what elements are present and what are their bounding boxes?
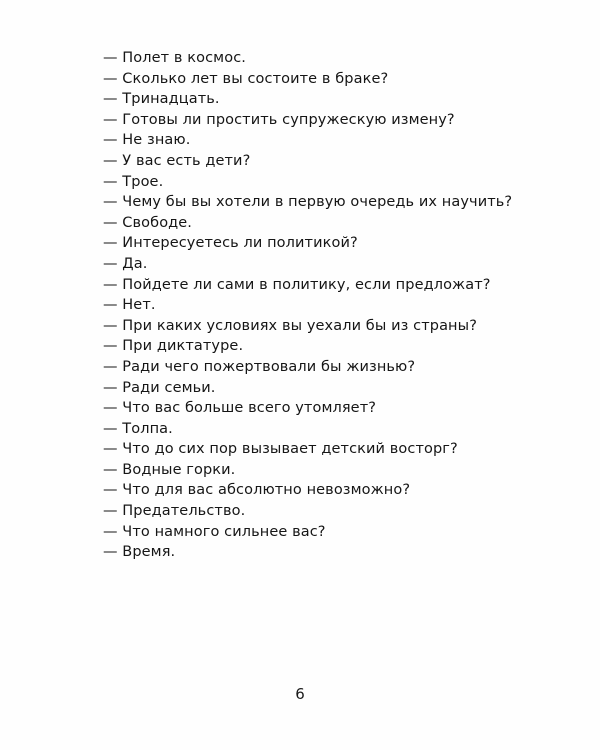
dialogue-line: — При каких условиях вы уехали бы из страны? (103, 317, 477, 334)
dialogue-line: — Время. (103, 544, 176, 561)
interview-dialogue (103, 48, 523, 563)
dialogue-line: — Водные горки. (103, 461, 236, 478)
dialogue-line: — Толпа. (103, 420, 173, 437)
dialogue-line: — Нет. (103, 297, 156, 314)
dialogue-line: — Интересуетесь ли политикой? (103, 235, 358, 252)
dialogue-line: — Что намного сильнее вас? (103, 523, 326, 540)
dialogue-line: — Не знаю. (103, 132, 191, 149)
dialogue-line: — Да. (103, 255, 148, 272)
dialogue-line: — Полет в космос. (103, 50, 246, 66)
dialogue-line: — Тринадцать. (103, 91, 220, 108)
dialogue-line: — Ради семьи. (103, 379, 216, 396)
dialogue-line: — У вас есть дети? (103, 152, 251, 169)
dialogue-line: — Сколько лет вы состоите в браке? (103, 70, 389, 87)
dialogue-line: — Что вас больше всего утомляет? (103, 400, 377, 417)
dialogue-line: — Предательство. (103, 503, 246, 520)
page-number: 6 (295, 685, 305, 703)
dialogue-line: — Пойдете ли сами в политику, если предложат? (103, 276, 491, 293)
dialogue-line: — Чему бы вы хотели в первую очередь их научить? (103, 194, 513, 211)
dialogue-line: — Что до сих пор вызывает детский восторг? (103, 441, 458, 458)
dialogue-line: — Ради чего пожертвовали бы жизнью? (103, 358, 416, 375)
dialogue-line: — Трое. (103, 173, 164, 190)
dialogue-line: — Что для вас абсолютно невозможно? (103, 482, 411, 499)
dialogue-line: — Готовы ли простить супружескую измену? (103, 111, 455, 128)
dialogue-line: — Свободе. (103, 214, 193, 231)
dialogue-line: — При диктатуре. (103, 338, 244, 355)
